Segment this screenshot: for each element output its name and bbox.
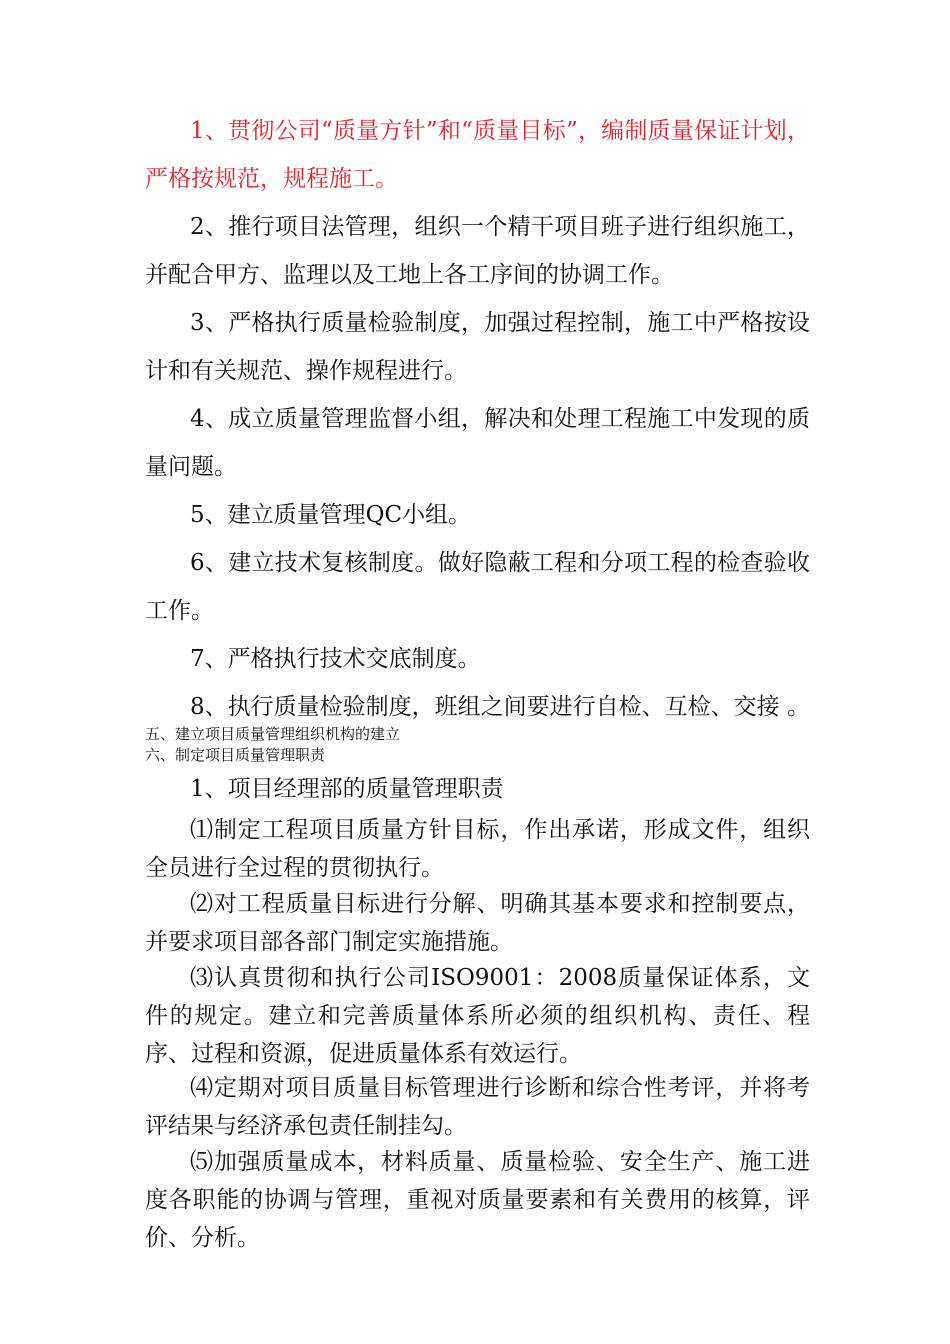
item-1: 1、贯彻公司“质量方针”和“质量目标”，编制质量保证计划，严格按规范，规程施工。 <box>145 118 810 192</box>
item-5: 5、建立质量管理QC小组。 <box>190 502 472 528</box>
item-6: 6、建立技术复核制度。做好隐蔽工程和分项工程的检查验收工作。 <box>145 550 810 624</box>
section-heading-6: 六、制定项目质量管理职责 <box>145 746 326 764</box>
item-8: 8、执行质量检验制度，班组之间要进行自检、互检、交接 。 <box>190 694 810 720</box>
duty-2: ⑵对工程质量目标进行分解、明确其基本要求和控制要点，并要求项目部各部门制定实施措施。 <box>145 891 810 955</box>
item-7: 7、严格执行技术交底制度。 <box>190 646 481 672</box>
duty-4: ⑷定期对项目质量目标管理进行诊断和综合性考评，并将考评结果与经济承包责任制挂勾。 <box>145 1075 810 1139</box>
duty-5: ⑸加强质量成本，材料质量、质量检验、安全生产、施工进度各职能的协调与管理，重视对质量要素和有关费用的核算，评价、分析。 <box>145 1149 810 1251</box>
duty-1: ⑴制定工程项目质量方针目标，作出承诺，形成文件，组织全员进行全过程的贯彻执行。 <box>145 817 810 881</box>
item-2: 2、推行项目法管理，组织一个精干项目班子进行组织施工，并配合甲方、监理以及工地上各工序间的协调工作。 <box>145 214 810 288</box>
duty-3: ⑶认真贯彻和执行公司ISO9001：2008质量保证体系，文件的规定。建立和完善质量体系所必须的组织机构、责任、程序、过程和资源，促进质量体系有效运行。 <box>145 965 810 1067</box>
item-3: 3、严格执行质量检验制度，加强过程控制，施工中严格按设计和有关规范、操作规程进行。 <box>145 310 810 384</box>
subheading: 1、项目经理部的质量管理职责 <box>190 776 504 802</box>
section-heading-5: 五、建立项目质量管理组织机构的建立 <box>145 725 401 743</box>
item-4: 4、成立质量管理监督小组，解决和处理工程施工中发现的质量问题。 <box>145 406 810 480</box>
